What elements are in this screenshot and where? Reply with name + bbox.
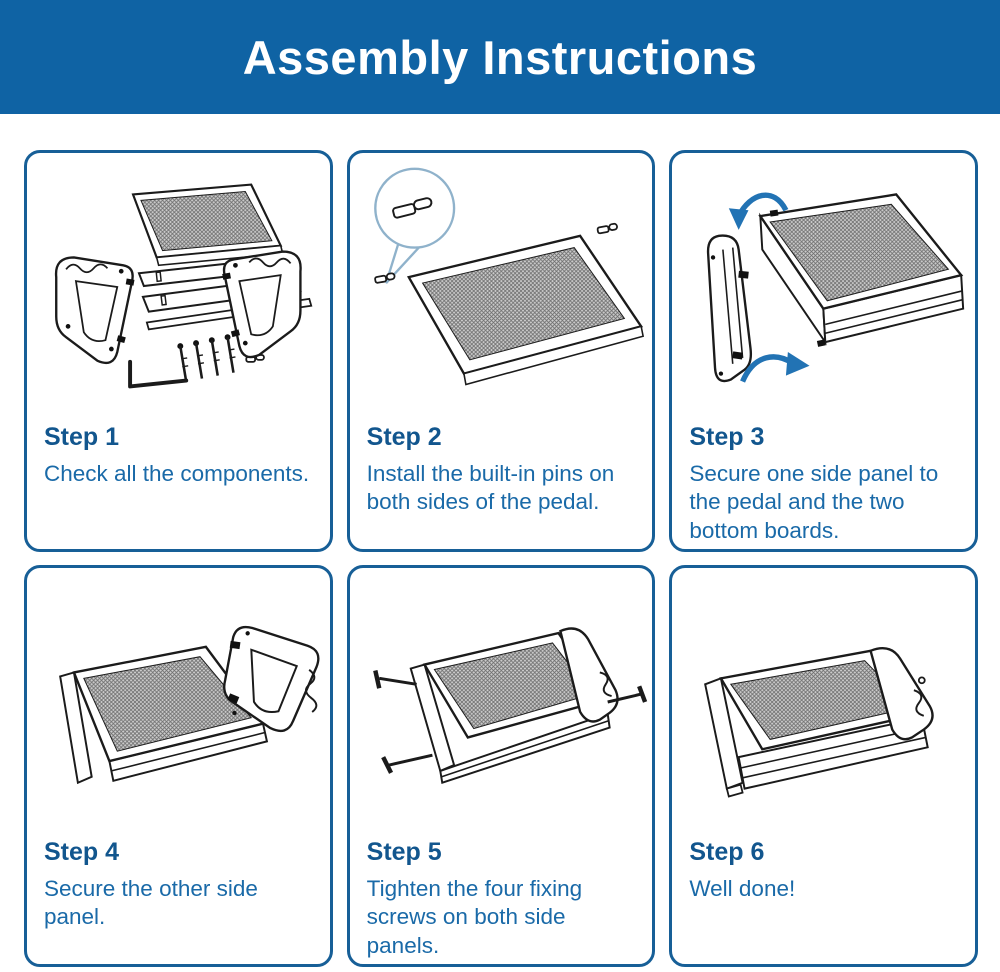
step2-panel — [347, 150, 656, 552]
attach-arrow-bottom-icon — [743, 352, 810, 382]
step1-panel — [24, 150, 333, 552]
steps-grid — [24, 150, 978, 967]
pedal-with-pins-icon — [350, 159, 653, 415]
screw-left-bottom-icon — [383, 755, 432, 773]
step1-description: Check all the components. — [44, 461, 310, 486]
side-panel-right-icon — [222, 252, 300, 357]
step6-illustration — [672, 574, 975, 830]
step3-title: Step 3 — [689, 423, 765, 451]
assembled-footrest-icon — [672, 574, 975, 830]
right-pin-icon — [597, 223, 618, 233]
left-pin-icon — [374, 273, 395, 283]
step3-illustration — [672, 159, 975, 415]
step6-description: Well done! — [689, 876, 796, 901]
step3-description: Secure one side panel to the pedal and the two bottom boards. — [689, 461, 939, 543]
step2-illustration — [350, 159, 653, 415]
step5-panel — [347, 565, 656, 967]
screws-icon — [177, 334, 235, 381]
title-banner — [0, 0, 1000, 114]
step6-panel — [669, 565, 978, 967]
step1-title: Step 1 — [44, 423, 120, 451]
step2-title: Step 2 — [366, 423, 442, 451]
attach-first-side-panel-icon — [672, 159, 975, 415]
step5-title: Step 5 — [366, 838, 442, 866]
side-panel-icon — [708, 236, 751, 381]
screw-left-top-icon — [375, 670, 416, 688]
step1-illustration — [27, 159, 330, 415]
tighten-screws-icon — [350, 574, 653, 830]
step4-panel — [24, 565, 333, 967]
step4-illustration — [27, 574, 330, 830]
step4-description: Secure the other side panel. — [44, 876, 258, 930]
page-title: Assembly Instructions — [242, 30, 758, 84]
step5-description: Tighten the four fixing screws on both side panels. — [366, 876, 583, 958]
step4-title: Step 4 — [44, 838, 120, 866]
step6-title: Step 6 — [689, 838, 765, 866]
allen-key-icon — [130, 362, 186, 387]
step5-illustration — [350, 574, 653, 830]
all-components-icon — [27, 159, 330, 415]
side-panel-left-icon — [56, 257, 134, 362]
attach-other-side-panel-icon — [27, 574, 330, 830]
step3-panel — [669, 150, 978, 552]
pin-callout-icon — [375, 169, 454, 283]
step2-description: Install the built-in pins on both sides of the pedal. — [366, 461, 615, 515]
